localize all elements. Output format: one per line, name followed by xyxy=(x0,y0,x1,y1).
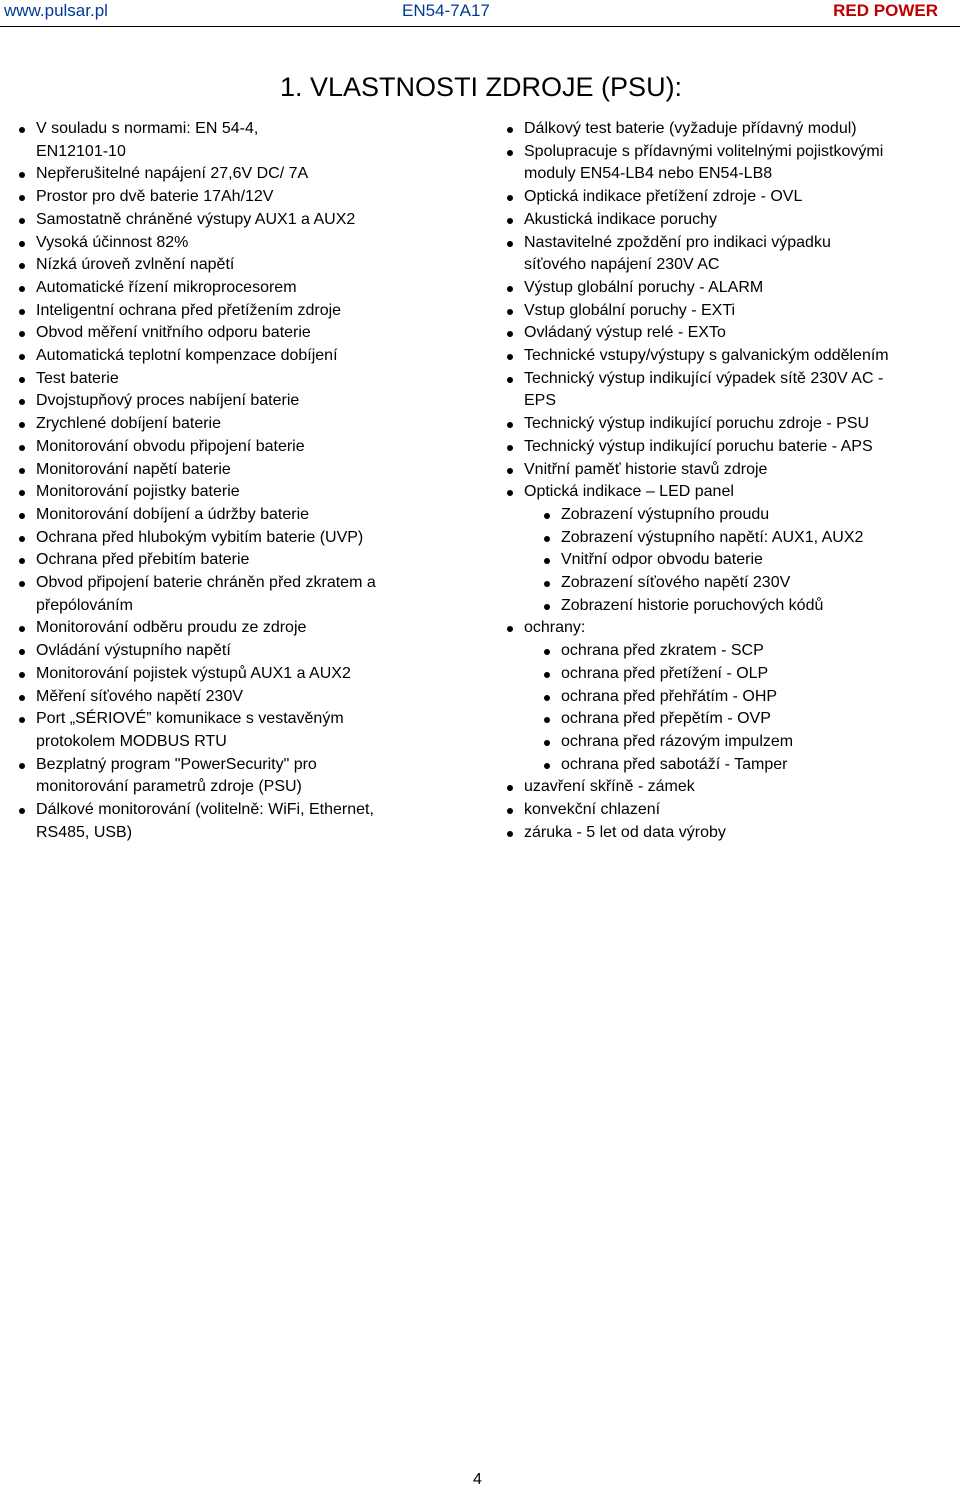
header-brand: RED POWER xyxy=(833,1,938,20)
bullet-icon xyxy=(19,286,25,292)
list-item-text: Nízká úroveň zvlnění napětí xyxy=(36,256,235,274)
list-item-text: Měření síťového napětí 230V xyxy=(36,687,244,705)
list-item-text: monitorování parametrů zdroje (PSU) xyxy=(36,778,302,796)
list-item xyxy=(502,368,950,413)
list-item xyxy=(14,754,454,799)
list-item xyxy=(502,822,950,845)
list-item-text: EPS xyxy=(524,392,557,410)
bullet-icon xyxy=(544,581,550,587)
list-item xyxy=(502,141,950,186)
list-item-text: síťového napájení 230V AC xyxy=(524,256,720,274)
list-item-text: EN12101-10 xyxy=(36,142,126,160)
bullet-icon xyxy=(19,241,25,247)
list-item-text: Zobrazení výstupního proudu xyxy=(561,505,770,523)
list-item-text: Monitorování obvodu připojení baterie xyxy=(36,437,305,455)
sub-list-item xyxy=(539,504,950,527)
sub-list-item xyxy=(539,686,950,709)
list-item-text: Monitorování odběru proudu ze zdroje xyxy=(36,619,307,637)
bullet-icon xyxy=(19,695,25,701)
list-item-text: Vysoká účinnost 82% xyxy=(36,233,189,251)
list-item-text: Nepřerušitelné napájení 27,6V DC/ 7A xyxy=(36,165,309,183)
bullet-icon xyxy=(19,354,25,360)
bullet-icon xyxy=(507,422,513,428)
bullet-icon xyxy=(19,536,25,542)
list-item xyxy=(502,209,950,232)
bullet-icon xyxy=(19,808,25,814)
bullet-icon xyxy=(19,399,25,405)
list-item-text: Dvojstupňový proces nabíjení baterie xyxy=(36,392,300,410)
list-item xyxy=(14,572,454,617)
list-item-text: Technický výstup indikující výpadek sítě 230V AC - xyxy=(524,369,884,387)
list-item xyxy=(502,186,950,209)
features-list-right xyxy=(502,118,950,845)
bullet-icon xyxy=(544,558,550,564)
list-item xyxy=(502,277,950,300)
list-item xyxy=(502,617,950,640)
list-item-text: Port „SÉRIOVÉ” komunikace s vestavěným xyxy=(36,710,344,728)
bullet-icon xyxy=(19,468,25,474)
bullet-icon xyxy=(19,672,25,678)
list-item-text: Technický výstup indikující poruchu baterie - APS xyxy=(524,437,873,455)
list-item-text: Vnitřní odpor obvodu baterie xyxy=(561,551,763,569)
list-item-text: Test baterie xyxy=(36,369,119,387)
list-item-text: ochrana před zkratem - SCP xyxy=(561,642,764,660)
features-list-left xyxy=(14,118,454,845)
sub-list-item xyxy=(539,663,950,686)
list-item xyxy=(14,413,454,436)
bullet-icon xyxy=(19,218,25,224)
list-item-text: ochrana před přetížení - OLP xyxy=(561,664,769,682)
page-number: 4 xyxy=(473,1471,482,1488)
list-item-text: Ochrana před hlubokým vybitím baterie (UVP) xyxy=(36,528,364,546)
list-item xyxy=(14,322,454,345)
list-item xyxy=(502,776,950,799)
list-item-text: Prostor pro dvě baterie 17Ah/12V xyxy=(36,188,274,206)
list-item xyxy=(502,799,950,822)
list-item-text: Monitorování napětí baterie xyxy=(36,460,231,478)
list-item-text: ochrana před přehřátím - OHP xyxy=(561,687,778,705)
list-item xyxy=(14,663,454,686)
list-item-text: Zrychlené dobíjení baterie xyxy=(36,415,221,433)
list-item-text: Inteligentní ochrana před přetížením zdroje xyxy=(36,301,342,319)
list-item xyxy=(14,390,454,413)
list-item xyxy=(14,345,454,368)
page-header xyxy=(0,0,960,27)
list-item xyxy=(14,799,454,844)
bullet-icon xyxy=(19,331,25,337)
bullet-icon xyxy=(544,695,550,701)
bullet-icon xyxy=(544,649,550,655)
list-item xyxy=(14,640,454,663)
bullet-icon xyxy=(507,626,513,632)
list-item-text: ochrana před přepětím - OVP xyxy=(561,710,771,728)
list-item xyxy=(502,345,950,368)
list-item-text: Dálkové monitorování (volitelně: WiFi, Ethernet, xyxy=(36,801,374,819)
bullet-icon xyxy=(544,717,550,723)
bullet-icon xyxy=(19,490,25,496)
bullet-icon xyxy=(544,740,550,746)
list-item xyxy=(502,232,950,277)
list-item xyxy=(14,186,454,209)
list-item-text: ochrana před sabotáží - Tamper xyxy=(561,755,788,773)
list-item xyxy=(14,708,454,753)
bullet-icon xyxy=(544,763,550,769)
bullet-icon xyxy=(544,672,550,678)
list-item-text: Nastavitelné zpoždění pro indikaci výpadku xyxy=(524,233,831,251)
list-item-text: Automatická teplotní kompenzace dobíjení xyxy=(36,347,338,365)
bullet-icon xyxy=(507,377,513,383)
bullet-icon xyxy=(544,513,550,519)
bullet-icon xyxy=(507,785,513,791)
list-item-text: V souladu s normami: EN 54-4, xyxy=(36,120,259,137)
list-item-text: RS485, USB) xyxy=(36,823,133,841)
bullet-icon xyxy=(507,831,513,837)
list-item xyxy=(14,368,454,391)
bullet-icon xyxy=(19,763,25,769)
list-item-text: Samostatně chráněné výstupy AUX1 a AUX2 xyxy=(36,210,356,228)
list-item-text: Výstup globální poruchy - ALARM xyxy=(524,278,764,296)
list-item-text: Zobrazení výstupního napětí: AUX1, AUX2 xyxy=(561,528,864,546)
bullet-icon xyxy=(19,377,25,383)
list-item-text: Monitorování dobíjení a údržby baterie xyxy=(36,505,310,523)
list-item-text: přepólováním xyxy=(36,596,133,614)
list-item-text: Bezplatný program "PowerSecurity" pro xyxy=(36,755,317,773)
list-item-text: Obvod měření vnitřního odporu baterie xyxy=(36,324,311,342)
list-item xyxy=(502,118,950,141)
list-item xyxy=(14,481,454,504)
list-item-text: Vnitřní paměť historie stavů zdroje xyxy=(524,460,768,478)
list-item-text: ochrany: xyxy=(524,619,586,637)
header-model: EN54-7A17 xyxy=(402,1,490,20)
list-item-text: Dálkový test baterie (vyžaduje přídavný modul) xyxy=(524,120,857,137)
list-item-text: Optická indikace přetížení zdroje - OVL xyxy=(524,188,803,206)
list-item-text: Akustická indikace poruchy xyxy=(524,210,717,228)
sub-list-item xyxy=(539,572,950,595)
list-item xyxy=(14,527,454,550)
bullet-icon xyxy=(19,581,25,587)
list-item xyxy=(14,436,454,459)
list-item-text: Optická indikace – LED panel xyxy=(524,483,734,501)
sub-list-item xyxy=(539,549,950,572)
list-item xyxy=(14,118,454,163)
bullet-icon xyxy=(19,649,25,655)
bullet-icon xyxy=(19,558,25,564)
bullet-icon xyxy=(19,513,25,519)
bullet-icon xyxy=(507,445,513,451)
bullet-icon xyxy=(19,309,25,315)
header-website: www.pulsar.pl xyxy=(4,1,108,20)
bullet-icon xyxy=(19,263,25,269)
list-item xyxy=(502,459,950,482)
bullet-icon xyxy=(507,468,513,474)
list-item xyxy=(14,549,454,572)
bullet-icon xyxy=(19,422,25,428)
bullet-icon xyxy=(507,354,513,360)
list-item-text: Ovládaný výstup relé - EXTo xyxy=(524,324,726,342)
list-item-text: Technický výstup indikující poruchu zdroje - PSU xyxy=(524,415,870,433)
list-item-text: Vstup globální poruchy - EXTi xyxy=(524,301,736,319)
list-item xyxy=(502,481,950,504)
list-item xyxy=(14,686,454,709)
list-item-text: Zobrazení historie poruchových kódů xyxy=(561,596,824,614)
list-item xyxy=(14,300,454,323)
bullet-icon xyxy=(19,127,25,133)
list-item-text: uzavření skříně - zámek xyxy=(524,778,695,796)
bullet-icon xyxy=(507,127,513,133)
list-item-text: Monitorování pojistky baterie xyxy=(36,483,240,501)
list-item xyxy=(502,436,950,459)
list-item xyxy=(14,232,454,255)
bullet-icon xyxy=(507,309,513,315)
bullet-icon xyxy=(507,286,513,292)
list-item-text: záruka - 5 let od data výroby xyxy=(524,823,726,841)
bullet-icon xyxy=(507,218,513,224)
list-item xyxy=(14,254,454,277)
list-item xyxy=(14,163,454,186)
list-item-text: konvekční chlazení xyxy=(524,801,661,819)
sub-list-item xyxy=(539,731,950,754)
list-item xyxy=(502,322,950,345)
bullet-icon xyxy=(507,331,513,337)
list-item-text: Ochrana před přebitím baterie xyxy=(36,551,250,569)
list-item-text: Technické vstupy/výstupy s galvanickým oddělením xyxy=(524,347,889,365)
sub-list-item xyxy=(539,708,950,731)
list-item xyxy=(14,209,454,232)
bullet-icon xyxy=(507,808,513,814)
list-item-text: Spolupracuje s přídavnými volitelnými pojistkovými xyxy=(524,142,884,160)
bullet-icon xyxy=(19,172,25,178)
bullet-icon xyxy=(544,604,550,610)
list-item xyxy=(502,300,950,323)
list-item xyxy=(14,459,454,482)
list-item xyxy=(502,413,950,436)
list-item-text: ochrana před rázovým impulzem xyxy=(561,732,794,750)
bullet-icon xyxy=(507,150,513,156)
bullet-icon xyxy=(507,195,513,201)
list-item-text: protokolem MODBUS RTU xyxy=(36,732,227,750)
bullet-icon xyxy=(19,626,25,632)
list-item xyxy=(14,617,454,640)
sub-list-item xyxy=(539,640,950,663)
bullet-icon xyxy=(19,717,25,723)
sub-list-item xyxy=(539,527,950,550)
list-item-text: moduly EN54-LB4 nebo EN54-LB8 xyxy=(524,165,773,183)
list-item-text: Obvod připojení baterie chráněn před zkratem a xyxy=(36,574,376,592)
list-item-text: Monitorování pojistek výstupů AUX1 a AUX2 xyxy=(36,664,351,682)
bullet-icon xyxy=(19,445,25,451)
bullet-icon xyxy=(19,195,25,201)
sub-list-item xyxy=(539,754,950,777)
list-item-text: Automatické řízení mikroprocesorem xyxy=(36,278,297,296)
list-item xyxy=(14,504,454,527)
section-title: 1. VLASTNOSTI ZDROJE (PSU): xyxy=(280,72,683,102)
bullet-icon xyxy=(507,241,513,247)
bullet-icon xyxy=(544,536,550,542)
sub-list-item xyxy=(539,595,950,618)
list-item xyxy=(14,277,454,300)
list-item-text: Ovládání výstupního napětí xyxy=(36,642,231,660)
list-item-text: Zobrazení síťového napětí 230V xyxy=(561,574,791,592)
bullet-icon xyxy=(507,490,513,496)
